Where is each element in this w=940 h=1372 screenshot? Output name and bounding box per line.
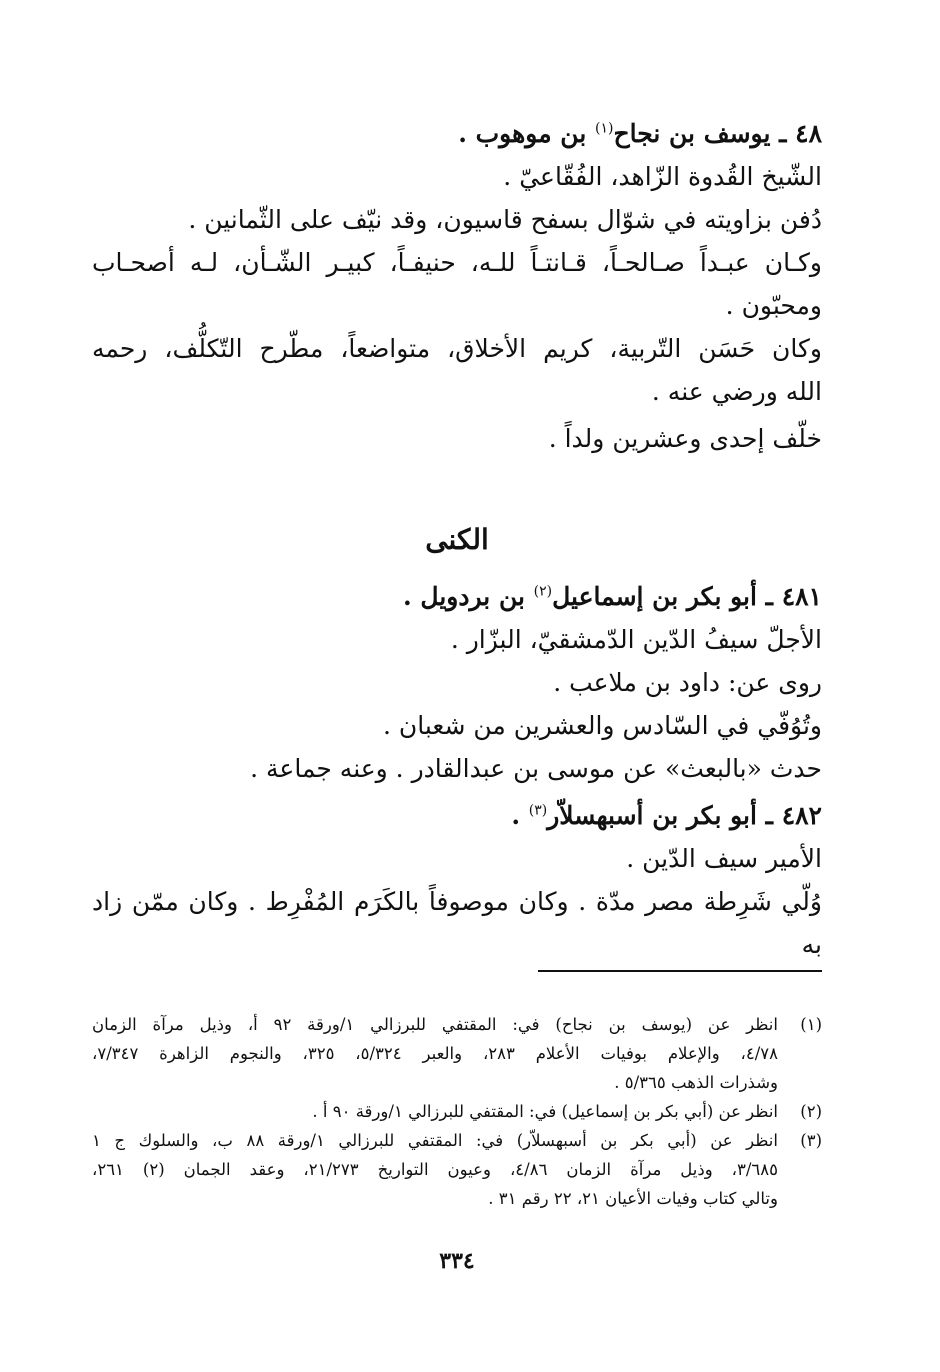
footnote-number: (٢) [800, 1102, 822, 1121]
footnote-line: انظر عن (يوسف بن نجاح) في: المقتفي للبرزالي ١/ورقة ٩٢ أ، وذيل مرآة الزمان [92, 1015, 778, 1034]
entry-481-line-4: حدث «بالبعث» عن موسى بن عبدالقادر . وعنه جماعة . [250, 754, 822, 783]
footnote-line: وتالي كتاب وفيات الأعيان ٢١، ٢٢ رقم ٣١ . [488, 1189, 778, 1208]
footnote-line: انظر عن (أبي بكر بن إسماعيل) في: المقتفي للبرزالي ١/ورقة ٩٠ أ . [312, 1102, 778, 1121]
entry-482-title: ٤٨٢ ـ أبو بكر بن أسبهسلاّر$^{(٣)}$ . [511, 801, 822, 830]
entry-480-line-2: دُفن بزاويته في شوّال بسفح قاسيون، وقد نيّف على الثّمانين . [188, 205, 822, 234]
entry-480-line-5: وكان حَسَن التّربية، كريم الأخلاق، متواضعاً، مطّرح التّكلُّف، رحمه [92, 334, 822, 363]
footnote-line: انظر عن (أبي بكر بن أسبهسلاّر) في: المقتفي للبرزالي ١/ورقة ٨٨ ب، والسلوك ج ١ [92, 1131, 778, 1150]
footnote-ref-1[interactable]: (١) [594, 120, 614, 137]
entry-480-title: ٤٨ ـ يوسف بن نجاح$^{(١)}$ بن موهوب . [458, 119, 822, 148]
page-number: ٣٣٤ [439, 1248, 475, 1274]
entry-480-line-7: خلّف إحدى وعشرين ولداً . [548, 424, 822, 453]
footnote-line: ٤/٧٨، والإعلام بوفيات الأعلام ٢٨٣، والعبر ٥/٣٢٤، ٣٢٥، والنجوم الزاهرة ٧/٣٤٧، [92, 1044, 778, 1063]
entry-481-line-2: روى عن: داود بن ملاعب . [553, 668, 822, 697]
footnote-ref-2[interactable]: (٢) [533, 583, 553, 600]
section-title: الكنى [425, 523, 489, 556]
entry-480-line-3: وكـان عبـداً صـالحـاً، قـانتـاً للـه، حنيفـاً، كبيـر الشّـأن، لـه أصحـاب [92, 248, 822, 277]
main-text [92, 112, 822, 966]
footnote-number: (١) [800, 1015, 822, 1034]
book-page [92, 0, 822, 1372]
footnotes [92, 1010, 822, 1213]
footnote-separator [538, 970, 822, 972]
entry-482-line-1: الأمير سيف الدّين . [626, 844, 822, 873]
footnote-line: وشذرات الذهب ٥/٣٦٥ . [614, 1073, 778, 1092]
footnote-2 [92, 1097, 822, 1126]
entry-480-line-1: الشّيخ القُدوة الزّاهد، الفُقّاعيّ . [503, 162, 822, 191]
footnote-1 [92, 1010, 822, 1097]
entry-480-line-4: ومحبّون . [725, 291, 822, 320]
footnote-line: ٣/٦٨٥، وذيل مرآة الزمان ٤/٨٦، وعيون التواريخ ٢١/٢٧٣، وعقد الجمان (٢) ٢٦١، [92, 1160, 779, 1179]
footnote-ref-3[interactable]: (٣) [528, 802, 548, 819]
footnote-3 [92, 1126, 822, 1213]
entry-481-line-1: الأجلّ سيفُ الدّين الدّمشقيّ، البزّار . [450, 625, 822, 654]
entry-480-line-6: الله ورضي عنه . [651, 377, 822, 406]
entry-482-line-2: وُلّي شَرِطة مصر مدّة . وكان موصوفاً بالكَرَم المُفْرِط . وكان ممّن زاد به [92, 887, 822, 959]
entry-481-title: ٤٨١ ـ أبو بكر بن إسماعيل$^{(٢)}$ بن بردويل . [403, 582, 822, 611]
footnote-number: (٣) [800, 1131, 822, 1150]
entry-481-line-3: وتُوُفّي في السّادس والعشرين من شعبان . [382, 711, 822, 740]
